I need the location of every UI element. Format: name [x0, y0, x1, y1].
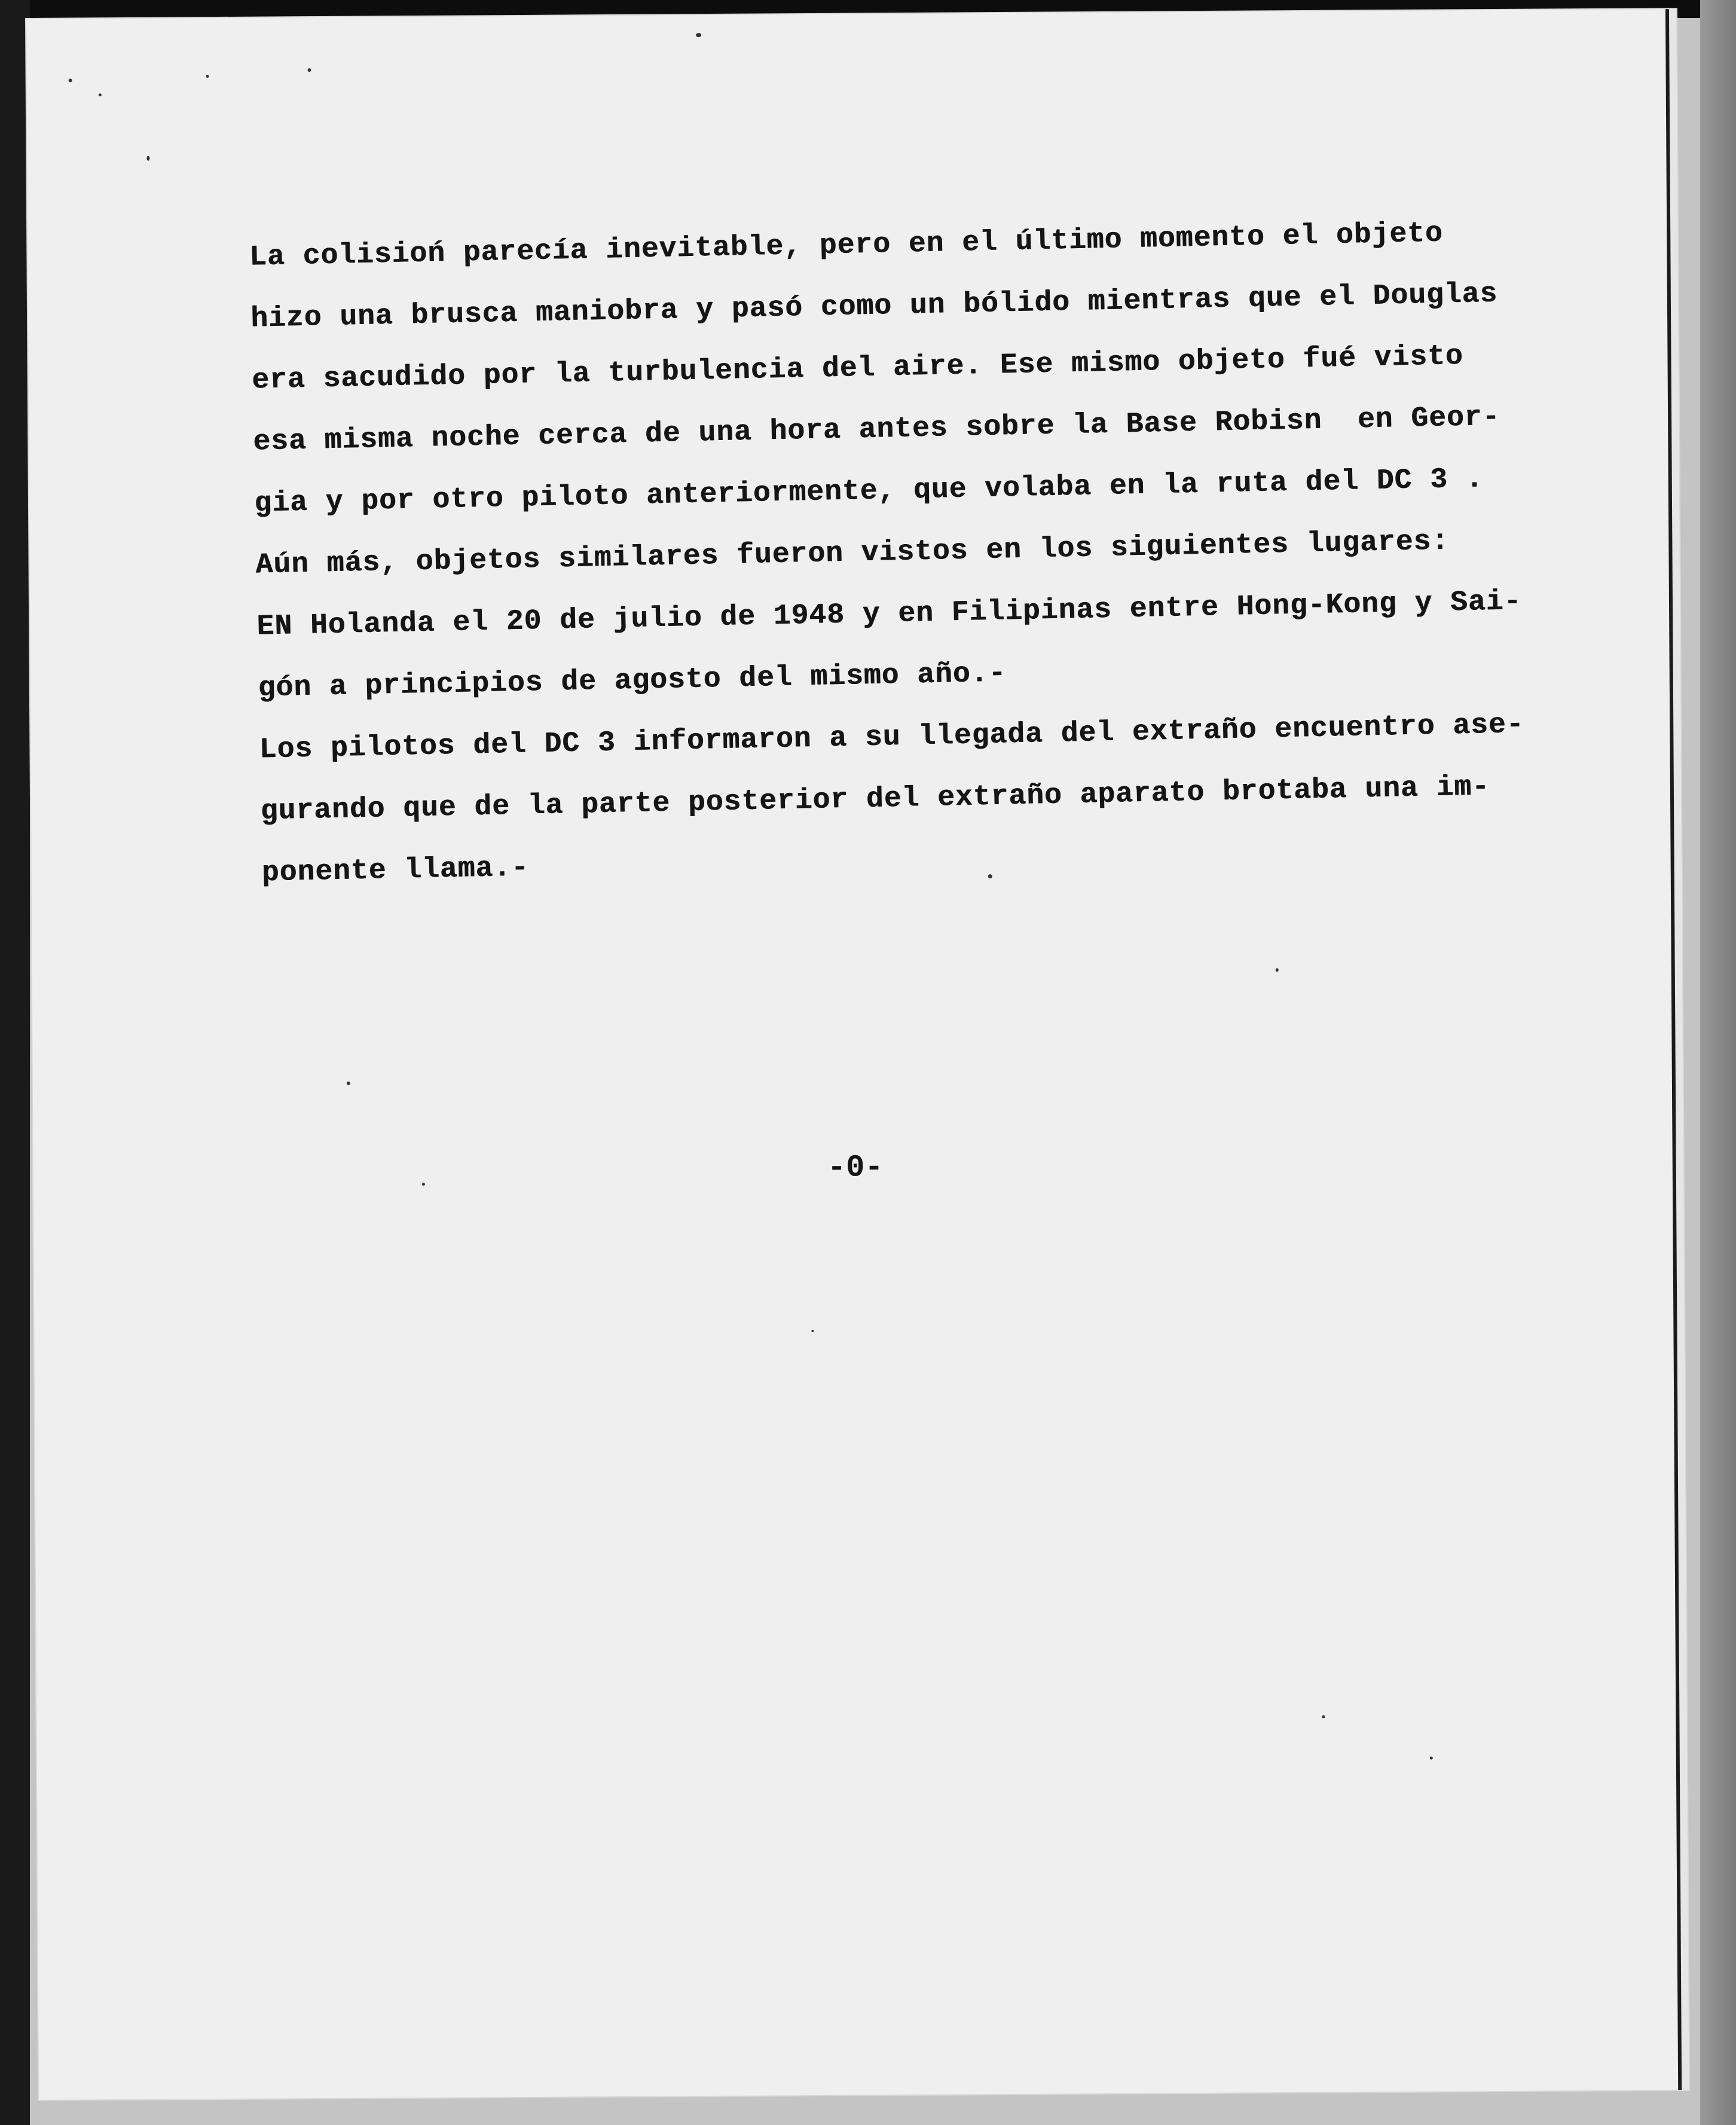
dust-speck — [1322, 1715, 1325, 1718]
typed-text-body — [249, 200, 1637, 905]
dust-speck — [146, 156, 149, 161]
text-line: La colisioń parecía inevitable, pero en el último momento el objeto — [249, 217, 1444, 274]
dust-speck — [1430, 1757, 1433, 1760]
scan-right-border — [1700, 0, 1736, 2125]
dust-speck — [811, 1330, 814, 1332]
text-line: hizo una brusca maniobra y pasó como un bólido mientras que el Douglas — [250, 277, 1498, 335]
paper-page — [26, 9, 1689, 2100]
dust-speck — [347, 1082, 350, 1085]
text-line: Aún más, objetos similares fueron vistos en los siguientes lugares: — [255, 525, 1450, 582]
text-line: gia y por otro piloto anteriormente, que volaba en la ruta del DC 3 . — [253, 463, 1484, 520]
text-line: gón a principios de agosto del mismo año.- — [258, 657, 1007, 705]
text-line: ponente llama.- — [261, 851, 530, 890]
dust-speck — [99, 93, 102, 96]
text-line: EN Holanda el 20 de julio de 1948 y en Filipinas entre Hong-Kong y Sai- — [256, 585, 1522, 643]
dust-speck — [206, 75, 209, 78]
dust-speck — [308, 68, 311, 72]
end-mark: -0- — [827, 1150, 884, 1186]
text-line: Los pilotos del DC 3 informaron a su llegada del extraño encuentro ase- — [259, 709, 1524, 767]
dust-speck — [422, 1183, 425, 1186]
text-line: esa misma noche cerca de una hora antes sobre la Base Robisn en Geor- — [252, 401, 1500, 459]
text-line: era sacudido por la turbulencia del aire. Ese mismo objeto fué visto — [251, 340, 1464, 397]
scan-left-border — [0, 0, 30, 2125]
dust-speck — [69, 79, 72, 83]
dust-speck — [696, 33, 701, 37]
text-line: gurando que de la parte posterior del extraño aparato brotaba una im- — [260, 771, 1490, 828]
dust-speck — [1276, 968, 1279, 972]
